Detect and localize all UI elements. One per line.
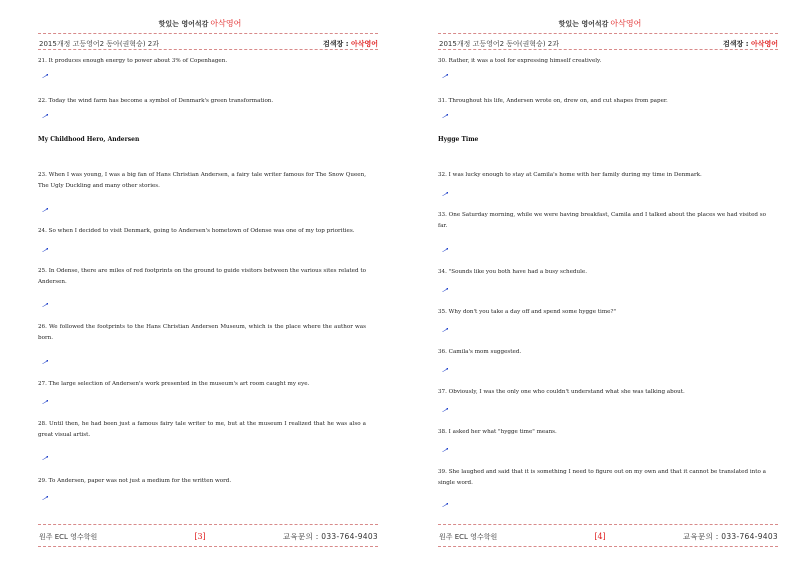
question-item: 31. Throughout his life, Andersen wrote on, drew on, and cut shapes from paper.: [438, 98, 668, 104]
answer-arrow-icon: [42, 496, 48, 500]
answer-arrow-icon: [442, 114, 448, 118]
course-title: 2015개정 고등영어2 동아(권혁승) 2과: [39, 40, 160, 48]
brand-accent: 아삭영어: [210, 19, 242, 28]
contact-info: 교육문의 : 033-764-9403: [682, 532, 778, 541]
reviewer: [323, 39, 378, 49]
answer-arrow-icon: [442, 448, 448, 452]
brand-prefix: 핫있는 영어석감: [158, 19, 209, 28]
contact-info: 교육문의 : 033-764-9403: [282, 532, 378, 541]
answer-arrow-icon: [442, 328, 448, 332]
answer-arrow-icon: [442, 192, 448, 196]
school-name: 원주 ECL 영수학원: [439, 533, 498, 541]
question-item: 33. One Saturday morning, while we were having breakfast, Camila and I talked about the places we had visited so far.: [438, 212, 766, 229]
question-item: 36. Camila's mom suggested.: [438, 349, 522, 355]
answer-arrow-icon: [42, 456, 48, 460]
answer-arrow-icon: [42, 74, 48, 78]
page-number: [3]: [194, 532, 206, 541]
divider: [438, 546, 778, 547]
brand-prefix: 핫있는 영어석감: [558, 19, 609, 28]
school-name: 원주 ECL 영수학원: [39, 533, 98, 541]
answer-arrow-icon: [42, 248, 48, 252]
question-item: 22. Today the wind farm has become a symbol of Denmark's green transformation.: [38, 98, 274, 104]
answer-arrow-icon: [42, 114, 48, 118]
answer-arrow-icon: [442, 408, 448, 412]
divider: [438, 49, 778, 50]
course-title: 2015개정 고등영어2 동아(권혁승) 2과: [439, 40, 560, 48]
reviewer-label: 검색장 :: [722, 40, 749, 48]
question-item: 26. We followed the footprints to the Hans Christian Andersen Museum, which is the place where the author was born.: [38, 324, 366, 341]
divider: [38, 524, 378, 525]
answer-arrow-icon: [442, 288, 448, 292]
question-item: 38. I asked her what "hygge time" means.: [438, 429, 557, 435]
divider: [438, 33, 778, 34]
reviewer-value: 아삭영어: [750, 40, 778, 48]
question-item: 37. Obviously, I was the only one who couldn't understand what she was talking about.: [438, 389, 685, 395]
reviewer: [723, 39, 778, 49]
answer-arrow-icon: [42, 400, 48, 404]
answer-arrow-icon: [442, 368, 448, 372]
answer-arrow-icon: [442, 248, 448, 252]
divider: [438, 524, 778, 525]
question-item: 23. When I was young, I was a big fan of Hans Christian Andersen, a fairy tale writer famous for The Snow Queen, The Ugly Duckling and many other stories.: [38, 172, 366, 189]
answer-arrow-icon: [42, 208, 48, 212]
question-item: 28. Until then, he had been just a famous fairy tale writer to me, but at the museum I realized that he was also a great visual artist.: [38, 421, 366, 438]
reviewer-value: 아삭영어: [350, 40, 378, 48]
brand-accent: 아삭영어: [610, 19, 642, 28]
answer-arrow-icon: [442, 74, 448, 78]
question-item: 39. She laughed and said that it is something I need to figure out on my own and that it cannot be translated into a single word.: [438, 469, 766, 486]
reviewer-label: 검색장 :: [322, 40, 349, 48]
answer-arrow-icon: [42, 360, 48, 364]
divider: [38, 49, 378, 50]
page-4: [400, 0, 800, 566]
question-item: 25. In Odense, there are miles of red footprints on the ground to guide visitors between the various sites related to Andersen.: [38, 268, 366, 285]
answer-arrow-icon: [442, 503, 448, 507]
answer-arrow-icon: [42, 303, 48, 307]
page-number: [4]: [594, 532, 606, 541]
brand-header: [0, 18, 400, 29]
question-item: 27. The large selection of Andersen's work presented in the museum's art room caught my eye.: [38, 381, 310, 387]
divider: [38, 33, 378, 34]
section-heading: Hygge Time: [438, 136, 479, 143]
question-item: 35. Why don't you take a day off and spend some hygge time?": [438, 309, 617, 315]
question-item: 21. It produces enough energy to power about 3% of Copenhagen.: [38, 58, 228, 64]
section-heading: My Childhood Hero, Andersen: [38, 136, 140, 143]
question-item: 29. To Andersen, paper was not just a medium for the written word.: [38, 478, 232, 484]
question-item: 24. So when I decided to visit Denmark, going to Andersen's hometown of Odense was one of my top priorities.: [38, 228, 355, 234]
question-item: 32. I was lucky enough to stay at Camila's home with her family during my time in Denmark.: [438, 172, 702, 178]
question-item: 34. "Sounds like you both have had a busy schedule.: [438, 269, 587, 275]
divider: [38, 546, 378, 547]
question-item: 30. Rather, it was a tool for expressing himself creatively.: [438, 58, 602, 64]
brand-header: [400, 18, 800, 29]
